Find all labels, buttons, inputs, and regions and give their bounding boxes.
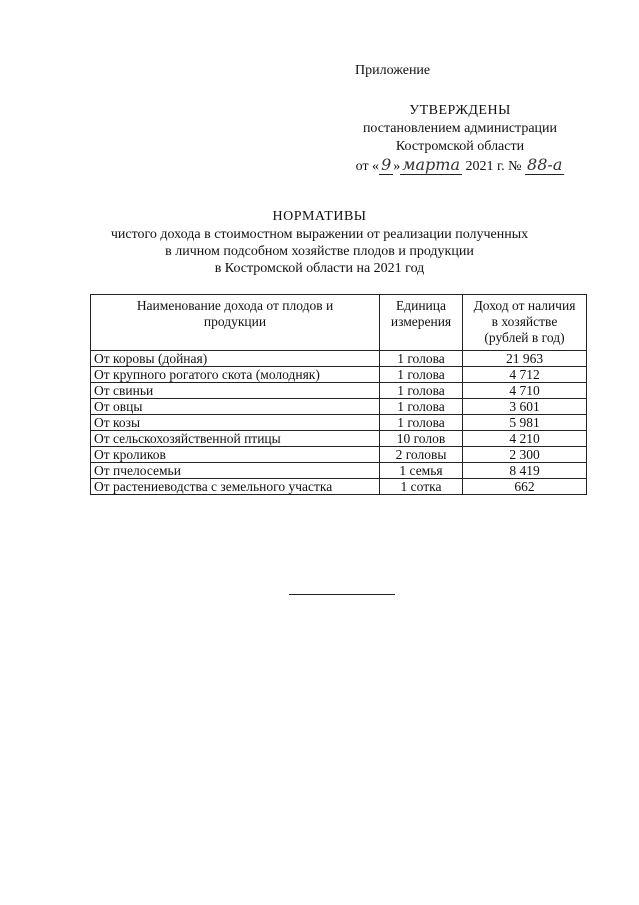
row-name: От коровы (дойная) bbox=[91, 351, 380, 367]
row-unit: 1 семья bbox=[380, 463, 463, 479]
date-suffix: 2021 г. № bbox=[465, 159, 522, 174]
header-unit-line-2: измерения bbox=[390, 314, 452, 329]
end-divider bbox=[289, 594, 395, 595]
row-name: От козы bbox=[91, 415, 380, 431]
row-value: 2 300 bbox=[463, 447, 587, 463]
row-value: 21 963 bbox=[463, 351, 587, 367]
handwritten-month: марта bbox=[402, 155, 461, 174]
row-unit: 1 голова bbox=[380, 415, 463, 431]
row-name: От крупного рогатого скота (молодняк) bbox=[91, 367, 380, 383]
row-value: 4 712 bbox=[463, 367, 587, 383]
row-value: 662 bbox=[463, 479, 587, 495]
row-name: От кроликов bbox=[91, 447, 380, 463]
header-income-value-line-1: Доход от наличия bbox=[473, 298, 576, 313]
header-income-name-line-2: продукции bbox=[203, 314, 267, 329]
header-unit-line-1: Единица bbox=[395, 298, 446, 313]
appendix-label: Приложение bbox=[355, 63, 431, 78]
header-income-name-line-1: Наименование дохода от плодов и bbox=[136, 298, 334, 313]
row-name: От сельскохозяйственной птицы bbox=[91, 431, 380, 447]
table-row bbox=[91, 367, 587, 383]
norms-table bbox=[90, 294, 587, 495]
row-value: 4 210 bbox=[463, 431, 587, 447]
header-income-value bbox=[463, 295, 587, 351]
title-line-1: чистого дохода в стоимостном выражении от реализации полученных bbox=[110, 227, 529, 242]
handwritten-number: 88-а bbox=[527, 155, 563, 174]
document-heading: НОРМАТИВЫ bbox=[272, 209, 367, 224]
date-mid: » bbox=[393, 159, 401, 174]
row-name: От растениеводства с земельного участка bbox=[91, 479, 380, 495]
table-row bbox=[91, 479, 587, 495]
header-unit bbox=[380, 295, 463, 351]
row-unit: 2 головы bbox=[380, 447, 463, 463]
table-row bbox=[91, 447, 587, 463]
row-unit: 10 голов bbox=[380, 431, 463, 447]
row-unit: 1 голова bbox=[380, 399, 463, 415]
row-unit: 1 голова bbox=[380, 367, 463, 383]
row-name: От овцы bbox=[91, 399, 380, 415]
title-line-2: в личном подсобном хозяйстве плодов и продукции bbox=[165, 244, 474, 259]
row-value: 5 981 bbox=[463, 415, 587, 431]
document-title-block bbox=[0, 208, 639, 277]
row-name: От свиньи bbox=[91, 383, 380, 399]
table-row bbox=[91, 463, 587, 479]
table-row bbox=[91, 351, 587, 367]
approval-date-line bbox=[330, 156, 590, 176]
table-row bbox=[91, 415, 587, 431]
row-value: 8 419 bbox=[463, 463, 587, 479]
row-name: От пчелосемьи bbox=[91, 463, 380, 479]
approval-block bbox=[330, 62, 590, 176]
header-income-name bbox=[91, 295, 380, 351]
row-unit: 1 сотка bbox=[380, 479, 463, 495]
header-income-value-line-2: в хозяйстве bbox=[491, 314, 558, 329]
row-value: 4 710 bbox=[463, 383, 587, 399]
header-income-value-line-3: (рублей в год) bbox=[484, 330, 565, 345]
row-unit: 1 голова bbox=[380, 383, 463, 399]
row-value: 3 601 bbox=[463, 399, 587, 415]
handwritten-day: 9 bbox=[381, 155, 392, 174]
table-row bbox=[91, 383, 587, 399]
approval-line-1: постановлением администрации bbox=[362, 121, 558, 136]
table-row bbox=[91, 399, 587, 415]
date-prefix: от « bbox=[355, 159, 380, 174]
table-row bbox=[91, 431, 587, 447]
title-line-3: в Костромской области на 2021 год bbox=[214, 261, 425, 276]
approved-label: УТВЕРЖДЕНЫ bbox=[409, 103, 511, 118]
row-unit: 1 голова bbox=[380, 351, 463, 367]
approval-line-2: Костромской области bbox=[395, 139, 525, 154]
table-header-row bbox=[91, 295, 587, 351]
